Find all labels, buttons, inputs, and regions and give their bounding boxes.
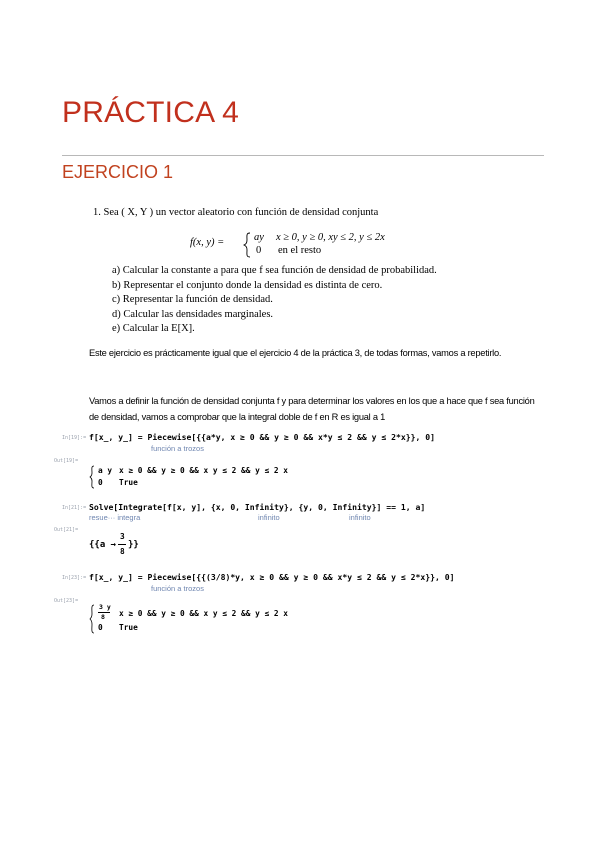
solve-output <box>89 532 149 560</box>
title-divider <box>62 155 544 156</box>
cell-label: Out[19]= <box>54 458 79 464</box>
formula-brace <box>243 232 251 258</box>
code-hint: función a trozos <box>151 584 204 593</box>
code-input[interactable]: f[x_, y_] = Piecewise[{{(3/8)*y, x ≥ 0 && y ≥ 0 && x*y ≤ 2 && y ≤ 2*x}}, 0] <box>89 572 455 582</box>
page-title: PRÁCTICA 4 <box>62 96 240 129</box>
problem-intro: 1. Sea ( X, Y ) un vector aleatorio con función de densidad conjunta <box>93 207 379 218</box>
cell-label: In[19]:= <box>62 435 87 441</box>
problem-items <box>112 264 437 337</box>
code-hint: resue··· integra <box>89 513 141 522</box>
code-hint: infinito <box>349 513 371 522</box>
cell-label: Out[23]= <box>54 598 79 604</box>
output-expr: a y <box>98 466 113 475</box>
cell-label: In[23]:= <box>62 575 87 581</box>
list-item: a) Calcular la constante a para que f sea función de densidad de probabilidad. <box>112 265 437 276</box>
formula-lhs: f(x, y) = <box>190 237 225 248</box>
list-item: b) Representar el conjunto donde la densidad es distinta de cero. <box>112 279 383 291</box>
fraction-numerator: 3 <box>120 532 125 541</box>
case1-condition: x ≥ 0, y ≥ 0, xy ≤ 2, y ≤ 2x <box>276 232 385 243</box>
cell-label: Out[21]= <box>54 527 79 533</box>
paragraph: Vamos a definir la función de densidad conjunta f y para determinar los valores en los que a hace que f sea función de densidad, vamos a comprobar que la integral doble de f en R es igual a 1 <box>89 396 535 422</box>
output-brace <box>89 465 95 489</box>
output-condition: True <box>119 478 138 487</box>
case2-condition: en el resto <box>278 245 322 256</box>
output-expr: {{a → <box>89 540 117 550</box>
code-input[interactable]: f[x_, y_] = Piecewise[{{a*y, x ≥ 0 && y ≥ 0 && x*y ≤ 2 && y ≤ 2*x}}, 0] <box>89 432 435 442</box>
output-condition: True <box>119 623 138 632</box>
case1-expr: ay <box>254 232 264 243</box>
output-brace <box>89 604 95 634</box>
code-hint: función a trozos <box>151 444 204 453</box>
output-expr: }} <box>128 540 139 550</box>
code-hint: infinito <box>258 513 280 522</box>
fraction-denominator: 8 <box>101 613 105 621</box>
fraction-denominator: 8 <box>120 547 125 556</box>
cell-label: In[21]:= <box>62 505 87 511</box>
output-expr: 0 <box>98 623 103 632</box>
list-item: e) Calcular la E[X]. <box>112 323 195 334</box>
list-item: c) Representar la función de densidad. <box>112 294 273 305</box>
output-fraction <box>97 603 117 625</box>
code-input[interactable]: Solve[Integrate[f[x, y], {x, 0, Infinity}, {y, 0, Infinity}] == 1, a] <box>89 502 426 512</box>
list-item: d) Calcular las densidades marginales. <box>112 308 274 320</box>
fraction-bar <box>118 544 126 545</box>
output-expr: 0 <box>98 478 103 487</box>
case2-expr: 0 <box>256 245 262 256</box>
density-formula <box>190 232 420 256</box>
fraction-numerator: 3 y <box>99 603 111 611</box>
output-condition: x ≥ 0 && y ≥ 0 && x y ≤ 2 && y ≤ 2 x <box>119 466 288 475</box>
output-condition: x ≥ 0 && y ≥ 0 && x y ≤ 2 && y ≤ 2 x <box>119 609 288 618</box>
paragraph: Este ejercicio es prácticamente igual que el ejercicio 4 de la práctica 3, de todas formas, vamos a repetirlo. <box>89 348 502 358</box>
section-heading: EJERCICIO 1 <box>62 162 174 182</box>
